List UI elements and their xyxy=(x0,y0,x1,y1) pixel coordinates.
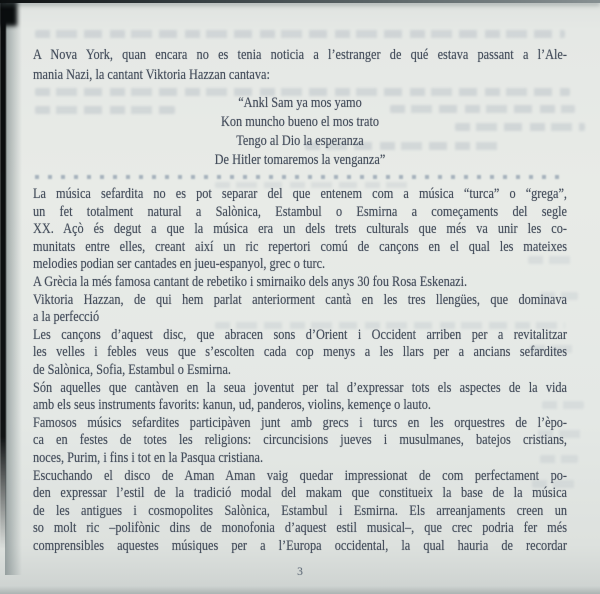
text-line: amb els seus instruments favorits: kanun, ud, panderos, violins, kemençe o lauto. xyxy=(33,397,432,414)
scan-edge-left xyxy=(0,0,6,560)
paragraph xyxy=(33,468,567,556)
paragraph xyxy=(33,274,567,292)
page-number: 3 xyxy=(297,566,303,578)
text-line: de Salònica, Sofia, Estambul o Esmirna. xyxy=(33,361,231,378)
text-line: Escuchando el disco de Aman Aman vaig quedar impressionat de com perfectament po- xyxy=(33,467,567,484)
paragraph xyxy=(33,327,567,380)
text-line: La música sefardita no es pot separar del que entenem com a música “turca” o “grega”, xyxy=(33,186,567,202)
paragraph xyxy=(33,380,567,415)
text-line: Famosos músics sefardites participàven junt amb grecs i turcs en les orquestres de l’èpo- xyxy=(33,414,567,431)
text-line: A Nova York, quan encara no es tenia noticia a l’estranger de qué estava passant a l’Ale- xyxy=(33,47,567,63)
text-line: comprensibles aquestes músiques per a l’Europa occidental, la qual hauria de recordar xyxy=(33,537,567,554)
body-text xyxy=(33,186,567,555)
scan-edge-bottom xyxy=(0,586,600,594)
text-line: mania Nazi, la cantant Viktoria Hazzan cantava: xyxy=(33,66,270,83)
text-line: noces, Purim, i fins i tot en la Pasqua cristiana. xyxy=(33,449,264,466)
text-line: de les antigues i cosmopolites Salònica, Estambul i Esmirna. Els arreanjaments creen un xyxy=(33,502,567,519)
quote-line: Tengo al Dio la esperanza xyxy=(236,133,364,149)
text-line: a la perfecció xyxy=(33,309,100,326)
text-line: un fet totalment natural a Salònica, Estambul o Esmirna a começaments del segle xyxy=(33,203,567,220)
text-line: Són aquelles que cantàven en la seua joventut per tal d’expressar tots els aspectes de la vida xyxy=(33,379,567,396)
text-line: den expressar l’estil de la tradició modal del makam que constitueix la base de la música xyxy=(33,485,567,502)
page-text xyxy=(33,0,567,555)
scan-shadow-left xyxy=(5,0,22,575)
text-line: munitats entre elles, creant així un ric repertori comú de cançons en el qual les mateixes xyxy=(33,238,567,255)
text-line: Les cançons d’aquest disc, que abracen sons d’Orient i Occident arriben per a revitalitzar xyxy=(33,326,567,343)
intro-paragraph xyxy=(33,46,567,85)
song-quote xyxy=(33,94,567,170)
quote-line: “Ankl Sam ya mos yamo xyxy=(238,95,362,111)
quote-line: Kon muncho bueno el mos trato xyxy=(220,114,380,130)
text-line: Viktoria Hazzan, de qui hem parlat anteriorment cantà en les tres llengües, que dominava xyxy=(33,291,567,308)
text-line: so molt ric –polifònic dins de monofonia d’aquest estil musical–, que crec podria fer més xyxy=(33,520,567,537)
text-line: XX. Açò és degut a que la música era un dels trets culturals que més va unir les co- xyxy=(33,221,567,238)
text-line: A Grècia la més famosa cantant de rebetiko i smirnaiko dels anys 30 fou Rosa Eskenazi. xyxy=(33,273,468,290)
text-line: ca en festes de totes les religions: circuncisions jueves i musulmanes, batejos cristians, xyxy=(33,432,567,449)
paragraph xyxy=(33,186,567,274)
text-line: les velles i febles veus que s’escolten cada cop menys a les llars per a ancians sefardites xyxy=(33,344,567,361)
scan-edge-top xyxy=(0,0,600,3)
quote-line: De Hitler tomaremos la venganza” xyxy=(214,152,386,168)
paragraph xyxy=(33,292,567,327)
scan-corner-blot xyxy=(0,0,17,26)
paragraph xyxy=(33,415,567,468)
text-line: melodies podian ser cantades en jueu-espanyol, grec o turc. xyxy=(33,256,326,273)
